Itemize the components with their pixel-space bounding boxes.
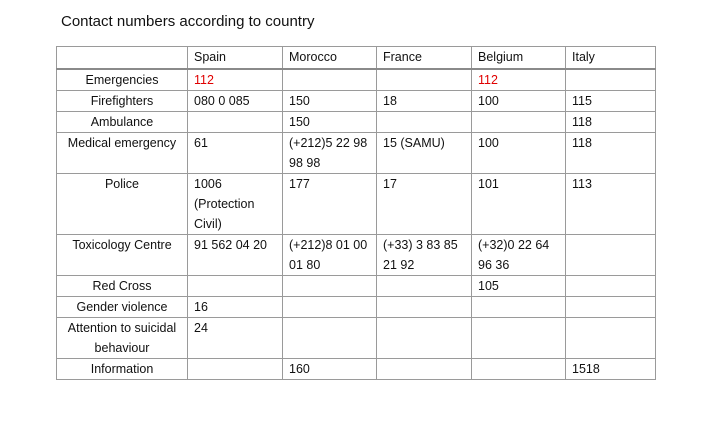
table-row bbox=[57, 276, 656, 297]
cell-ambulance-spain bbox=[188, 112, 283, 133]
cell-medical-morocco: (+212)5 22 98 98 98 bbox=[283, 133, 377, 174]
cell-suicidal-france bbox=[377, 318, 472, 359]
cell-information-spain bbox=[188, 359, 283, 380]
cell-information-france bbox=[377, 359, 472, 380]
cell-police-morocco: 177 bbox=[283, 174, 377, 235]
row-label-suicidal-behaviour: Attention to suicidal behaviour bbox=[57, 318, 188, 359]
column-header-morocco: Morocco bbox=[283, 47, 377, 70]
cell-redcross-morocco bbox=[283, 276, 377, 297]
cell-gender-morocco bbox=[283, 297, 377, 318]
cell-medical-spain: 61 bbox=[188, 133, 283, 174]
cell-emergencies-morocco bbox=[283, 69, 377, 91]
cell-emergencies-france bbox=[377, 69, 472, 91]
cell-ambulance-france bbox=[377, 112, 472, 133]
row-label-toxicology-centre: Toxicology Centre bbox=[57, 235, 188, 276]
cell-gender-spain: 16 bbox=[188, 297, 283, 318]
cell-redcross-spain bbox=[188, 276, 283, 297]
cell-toxicology-italy bbox=[566, 235, 656, 276]
cell-medical-france: 15 (SAMU) bbox=[377, 133, 472, 174]
cell-information-belgium bbox=[472, 359, 566, 380]
row-label-information: Information bbox=[57, 359, 188, 380]
table-header-row bbox=[57, 47, 656, 70]
cell-suicidal-spain: 24 bbox=[188, 318, 283, 359]
cell-ambulance-belgium bbox=[472, 112, 566, 133]
cell-toxicology-morocco: (+212)8 01 00 01 80 bbox=[283, 235, 377, 276]
cell-firefighters-spain: 080 0 085 bbox=[188, 91, 283, 112]
column-header-italy: Italy bbox=[566, 47, 656, 70]
cell-suicidal-italy bbox=[566, 318, 656, 359]
cell-police-france: 17 bbox=[377, 174, 472, 235]
cell-police-italy: 113 bbox=[566, 174, 656, 235]
row-label-ambulance: Ambulance bbox=[57, 112, 188, 133]
cell-suicidal-morocco bbox=[283, 318, 377, 359]
document-title: Contact numbers according to country bbox=[61, 13, 315, 30]
table-row bbox=[57, 359, 656, 380]
cell-emergencies-spain: 112 bbox=[188, 69, 283, 91]
header-corner-cell bbox=[57, 47, 188, 70]
row-label-firefighters: Firefighters bbox=[57, 91, 188, 112]
cell-information-morocco: 160 bbox=[283, 359, 377, 380]
cell-firefighters-france: 18 bbox=[377, 91, 472, 112]
cell-toxicology-belgium: (+32)0 22 64 96 36 bbox=[472, 235, 566, 276]
cell-redcross-france bbox=[377, 276, 472, 297]
cell-information-italy: 1518 bbox=[566, 359, 656, 380]
row-label-gender-violence: Gender violence bbox=[57, 297, 188, 318]
table-row bbox=[57, 297, 656, 318]
cell-police-spain: 1006 (Protection Civil) bbox=[188, 174, 283, 235]
cell-firefighters-italy: 115 bbox=[566, 91, 656, 112]
cell-redcross-belgium: 105 bbox=[472, 276, 566, 297]
cell-firefighters-morocco: 150 bbox=[283, 91, 377, 112]
row-label-police: Police bbox=[57, 174, 188, 235]
cell-redcross-italy bbox=[566, 276, 656, 297]
table-row bbox=[57, 318, 656, 359]
cell-police-belgium: 101 bbox=[472, 174, 566, 235]
cell-ambulance-morocco: 150 bbox=[283, 112, 377, 133]
cell-gender-italy bbox=[566, 297, 656, 318]
cell-medical-italy: 118 bbox=[566, 133, 656, 174]
table-row bbox=[57, 235, 656, 276]
row-label-medical-emergency: Medical emergency bbox=[57, 133, 188, 174]
cell-gender-france bbox=[377, 297, 472, 318]
table-row bbox=[57, 69, 656, 91]
cell-emergencies-italy bbox=[566, 69, 656, 91]
column-header-france: France bbox=[377, 47, 472, 70]
cell-firefighters-belgium: 100 bbox=[472, 91, 566, 112]
cell-emergencies-belgium: 112 bbox=[472, 69, 566, 91]
column-header-belgium: Belgium bbox=[472, 47, 566, 70]
cell-toxicology-spain: 91 562 04 20 bbox=[188, 235, 283, 276]
cell-ambulance-italy: 118 bbox=[566, 112, 656, 133]
table-row bbox=[57, 91, 656, 112]
table-row bbox=[57, 133, 656, 174]
cell-medical-belgium: 100 bbox=[472, 133, 566, 174]
table-row bbox=[57, 174, 656, 235]
row-label-red-cross: Red Cross bbox=[57, 276, 188, 297]
table-row bbox=[57, 112, 656, 133]
contact-numbers-table bbox=[56, 46, 656, 380]
cell-toxicology-france: (+33) 3 83 85 21 92 bbox=[377, 235, 472, 276]
cell-suicidal-belgium bbox=[472, 318, 566, 359]
column-header-spain: Spain bbox=[188, 47, 283, 70]
cell-gender-belgium bbox=[472, 297, 566, 318]
row-label-emergencies: Emergencies bbox=[57, 69, 188, 91]
